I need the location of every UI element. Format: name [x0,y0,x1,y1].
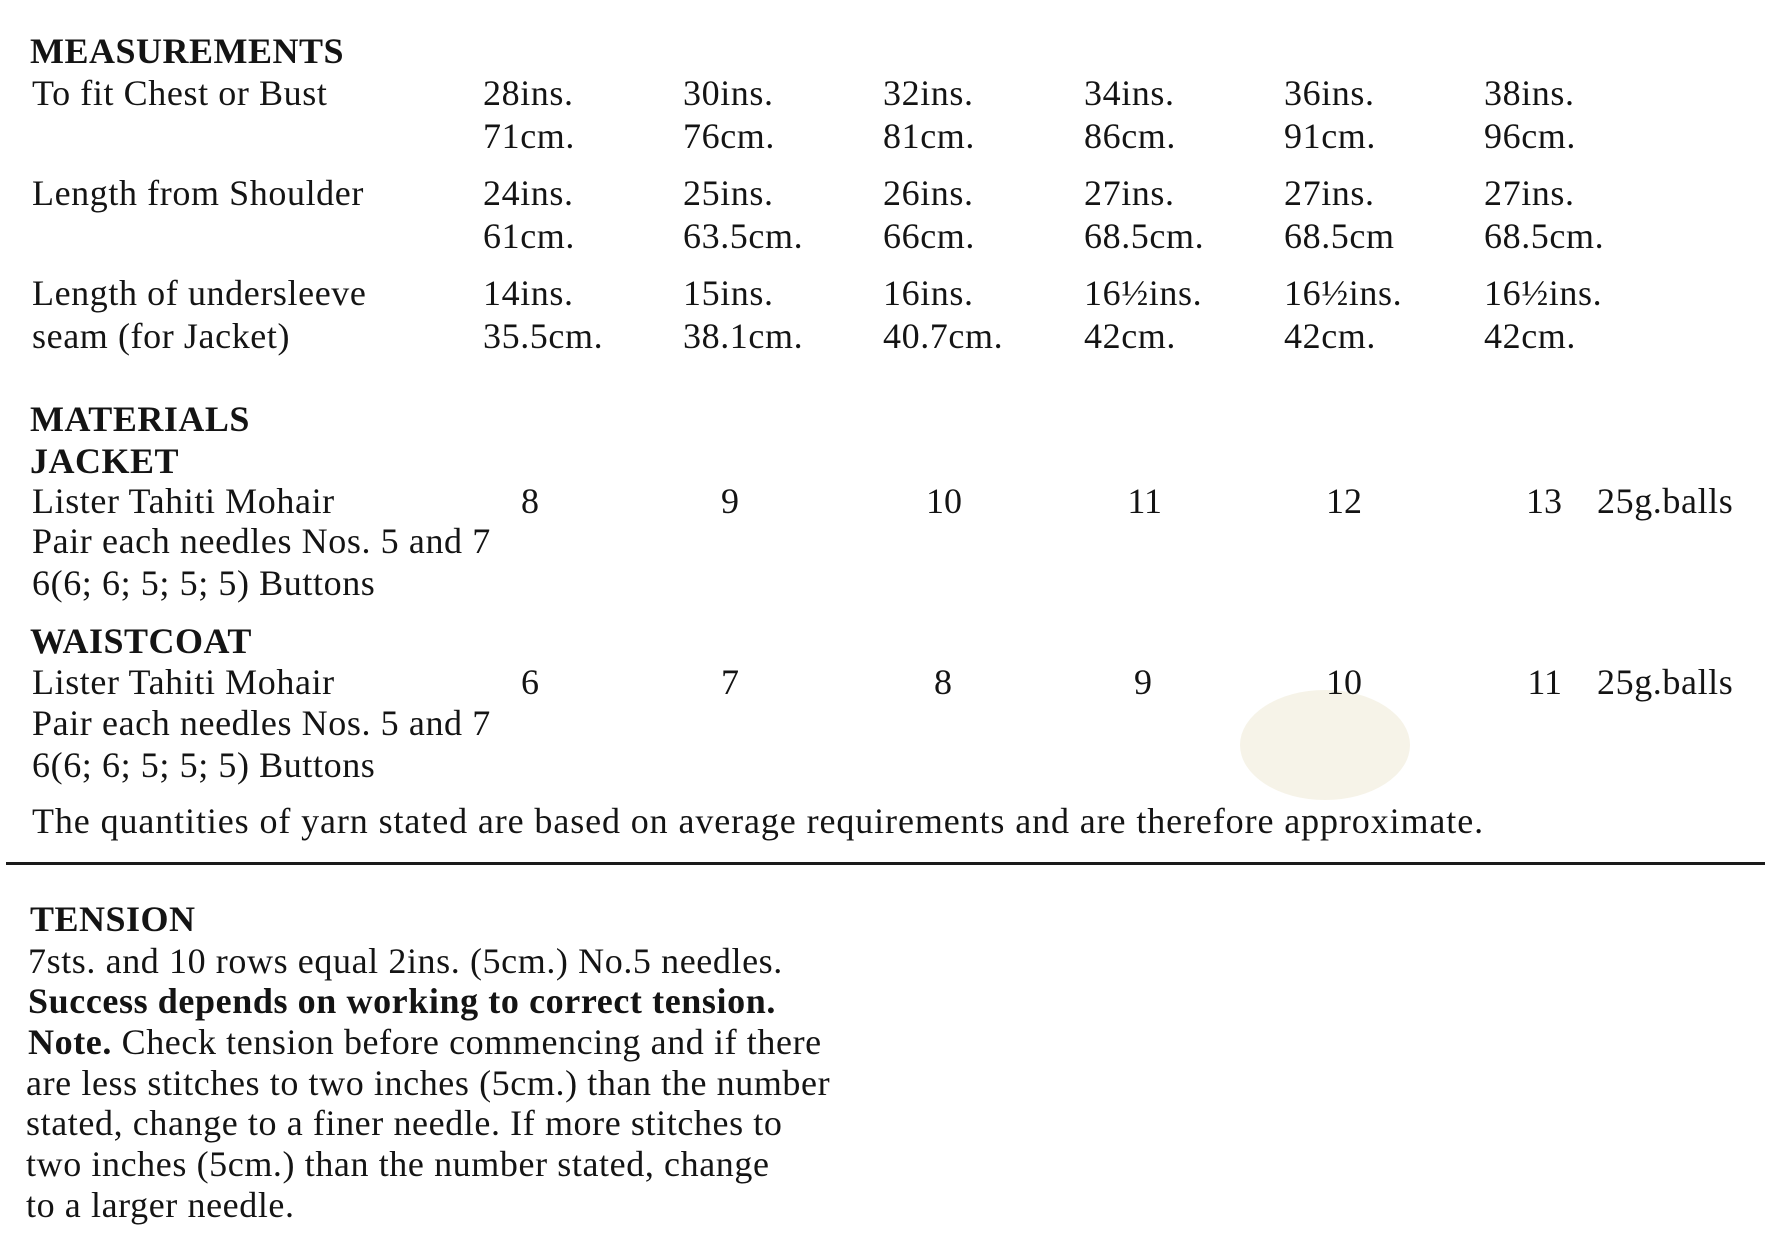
sleeve-size-5-cm: 42cm. [1284,316,1376,356]
waistcoat-yarn-label: Lister Tahiti Mohair [32,662,335,702]
sleeve-size-2-ins: 15ins. [683,273,774,313]
waistcoat-qty-1: 6 [521,662,539,702]
waistcoat-qty-5: 10 [1326,662,1362,702]
paper-stain [1240,690,1410,800]
note-text-1: Check tension before commencing and if there [121,1022,822,1062]
chest-size-2-cm: 76cm. [683,116,775,156]
chest-size-5-ins: 36ins. [1284,73,1375,113]
chest-size-4-cm: 86cm. [1084,116,1176,156]
shoulder-size-4-cm: 68.5cm. [1084,216,1205,256]
waistcoat-qty-4: 9 [1134,662,1152,702]
chest-label: To fit Chest or Bust [32,73,328,113]
waistcoat-heading: WAISTCOAT [30,621,252,661]
sleeve-size-6-cm: 42cm. [1484,316,1576,356]
chest-size-2-ins: 30ins. [683,73,774,113]
waistcoat-qty-6: 11 [1527,662,1562,702]
shoulder-size-1-ins: 24ins. [483,173,574,213]
sleeve-size-1-ins: 14ins. [483,273,574,313]
waistcoat-unit: 25g.balls [1597,662,1734,702]
chest-size-4-ins: 34ins. [1084,73,1175,113]
tension-note-line-5: to a larger needle. [26,1185,295,1225]
shoulder-size-2-cm: 63.5cm. [683,216,804,256]
shoulder-size-2-ins: 25ins. [683,173,774,213]
yarn-quantity-note: The quantities of yarn stated are based on average requirements and are therefore approximate. [32,801,1484,841]
shoulder-size-6-ins: 27ins. [1484,173,1575,213]
waistcoat-needles: Pair each needles Nos. 5 and 7 [32,703,491,743]
shoulder-size-5-cm: 68.5cm [1284,216,1395,256]
chest-size-6-ins: 38ins. [1484,73,1575,113]
jacket-qty-3: 10 [926,481,962,521]
shoulder-size-6-cm: 68.5cm. [1484,216,1605,256]
chest-size-3-cm: 81cm. [883,116,975,156]
tension-success: Success depends on working to correct tension. [28,981,776,1021]
jacket-yarn-label: Lister Tahiti Mohair [32,481,335,521]
undersleeve-label-line-2: seam (for Jacket) [32,316,291,356]
sleeve-size-4-ins: 16½ins. [1084,273,1203,313]
sleeve-size-4-cm: 42cm. [1084,316,1176,356]
shoulder-size-3-cm: 66cm. [883,216,975,256]
tension-note-line-3: stated, change to a finer needle. If more stitches to [26,1103,783,1143]
tension-note-line-1 [28,1021,822,1063]
jacket-qty-4: 11 [1127,481,1162,521]
waistcoat-qty-2: 7 [721,662,739,702]
sleeve-size-2-cm: 38.1cm. [683,316,804,356]
tension-gauge: 7sts. and 10 rows equal 2ins. (5cm.) No.5 needles. [28,941,783,981]
chest-size-5-cm: 91cm. [1284,116,1376,156]
sleeve-size-6-ins: 16½ins. [1484,273,1603,313]
jacket-buttons: 6(6; 6; 5; 5; 5) Buttons [32,563,376,603]
jacket-qty-2: 9 [721,481,739,521]
measurements-heading: MEASUREMENTS [30,31,345,71]
jacket-heading: JACKET [30,441,180,481]
note-label: Note. [28,1022,112,1062]
shoulder-size-1-cm: 61cm. [483,216,575,256]
chest-size-6-cm: 96cm. [1484,116,1576,156]
materials-heading: MATERIALS [30,399,250,439]
jacket-unit: 25g.balls [1597,481,1734,521]
sleeve-size-3-ins: 16ins. [883,273,974,313]
sleeve-size-3-cm: 40.7cm. [883,316,1004,356]
jacket-qty-6: 13 [1526,481,1562,521]
jacket-qty-1: 8 [521,481,539,521]
jacket-qty-5: 12 [1326,481,1362,521]
tension-note-line-4: two inches (5cm.) than the number stated, change [26,1144,770,1184]
jacket-needles: Pair each needles Nos. 5 and 7 [32,521,491,561]
shoulder-size-5-ins: 27ins. [1284,173,1375,213]
undersleeve-label-line-1: Length of undersleeve [32,273,367,313]
chest-size-1-ins: 28ins. [483,73,574,113]
chest-size-1-cm: 71cm. [483,116,575,156]
section-divider [6,862,1765,865]
shoulder-size-4-ins: 27ins. [1084,173,1175,213]
shoulder-length-label: Length from Shoulder [32,173,364,213]
sleeve-size-1-cm: 35.5cm. [483,316,604,356]
waistcoat-buttons: 6(6; 6; 5; 5; 5) Buttons [32,745,376,785]
shoulder-size-3-ins: 26ins. [883,173,974,213]
chest-size-3-ins: 32ins. [883,73,974,113]
waistcoat-qty-3: 8 [934,662,952,702]
tension-note-line-2: are less stitches to two inches (5cm.) than the number [26,1063,831,1103]
sleeve-size-5-ins: 16½ins. [1284,273,1403,313]
tension-heading: TENSION [30,899,196,939]
